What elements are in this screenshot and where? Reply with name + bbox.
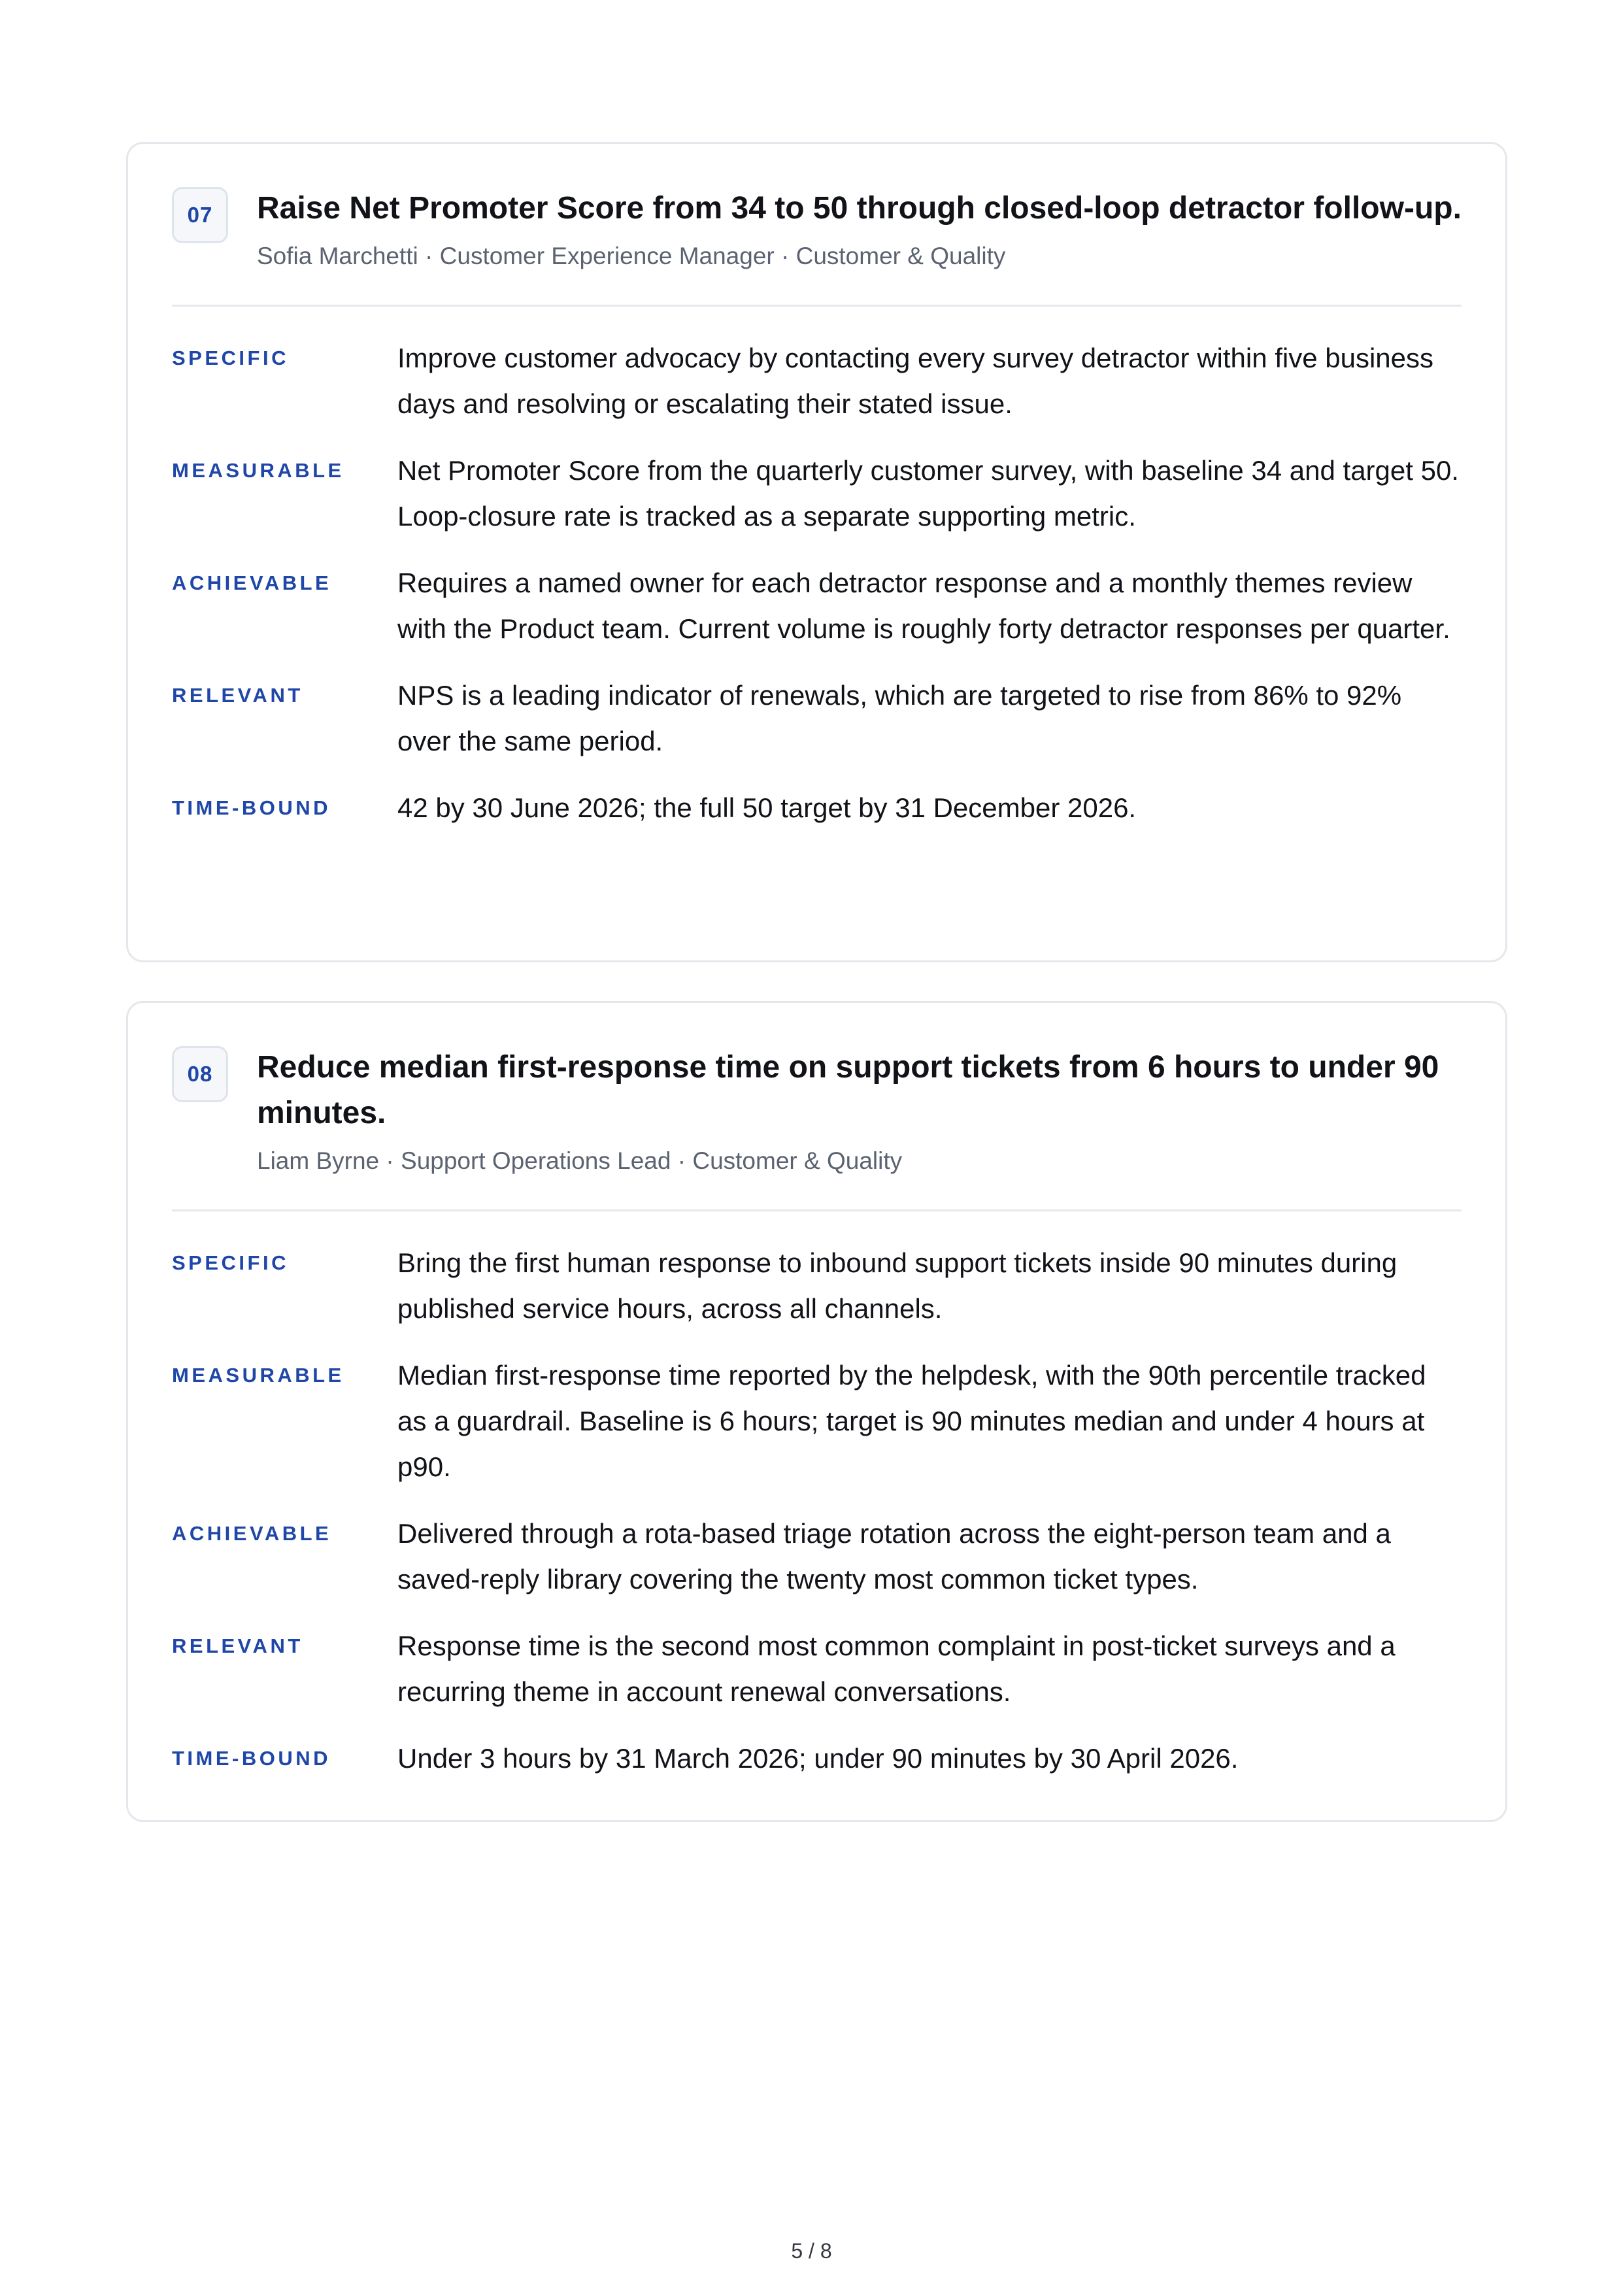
criterion-text: Bring the first human response to inbound support tickets inside 90 minutes during published service hours, across all channels.: [397, 1247, 1397, 1324]
goal-number-badge: 08: [172, 1046, 228, 1102]
criterion-label: RELEVANT: [172, 1634, 303, 1657]
criterion-text: NPS is a leading indicator of renewals, which are targeted to rise from 86% to 92% over the same period.: [397, 680, 1402, 756]
criterion-measurable: [172, 448, 1462, 539]
criterion-label: TIME-BOUND: [172, 796, 331, 819]
criterion-label: ACHIEVABLE: [172, 571, 332, 594]
goal-header: [172, 1045, 1462, 1211]
criterion-text: Net Promoter Score from the quarterly customer survey, with baseline 34 and target 50. Loop-closure rate is tracked as a separate supporting metric.: [397, 455, 1459, 532]
goal-heading: [257, 1045, 1462, 1177]
goal-number-badge: 07: [172, 187, 228, 243]
criterion-text: Improve customer advocacy by contacting every survey detractor within five business days and resolving or escalating their stated issue.: [397, 343, 1434, 419]
criterion-relevant: [172, 1623, 1462, 1715]
criterion-text: Delivered through a rota-based triage rotation across the eight-person team and a saved-reply library covering the twenty most common ticket types.: [397, 1518, 1391, 1595]
criterion-specific: [172, 1240, 1462, 1332]
criterion-label: SPECIFIC: [172, 1251, 289, 1274]
criterion-label: SPECIFIC: [172, 346, 289, 369]
criterion-achievable: [172, 560, 1462, 652]
goal-title: Reduce median first-response time on support tickets from 6 hours to under 90 minutes.: [257, 1050, 1439, 1130]
criterion-label: ACHIEVABLE: [172, 1522, 332, 1545]
smart-criteria-list: [172, 335, 1462, 831]
criterion-text: Response time is the second most common complaint in post-ticket surveys and a recurring theme in account renewal conversations.: [397, 1630, 1396, 1707]
criterion-text: Under 3 hours by 31 March 2026; under 90 minutes by 30 April 2026.: [397, 1743, 1239, 1774]
goal-title: Raise Net Promoter Score from 34 to 50 through closed-loop detractor follow-up.: [257, 191, 1462, 226]
criterion-text: Median first-response time reported by the helpdesk, with the 90th percentile tracked as a guardrail. Baseline is 6 hours; target is 90 minutes median and under 4 hours at p90.: [397, 1360, 1426, 1482]
criterion-label: RELEVANT: [172, 684, 303, 707]
goal-owner: Liam Byrne · Support Operations Lead · Customer & Quality: [257, 1147, 903, 1174]
criterion-text: Requires a named owner for each detractor response and a monthly themes review with the Product team. Current volume is roughly forty detractor responses per quarter.: [397, 567, 1450, 644]
page-number: 5 / 8: [791, 2239, 832, 2263]
criterion-label: MEASURABLE: [172, 1364, 344, 1387]
criterion-specific: [172, 335, 1462, 427]
smart-criteria-list: [172, 1240, 1462, 1781]
criterion-label: MEASURABLE: [172, 459, 344, 482]
goal-card: [126, 142, 1507, 962]
criterion-measurable: [172, 1353, 1462, 1490]
goal-heading: [257, 186, 1462, 272]
goal-header: [172, 186, 1462, 307]
criterion-time-bound: [172, 1736, 1462, 1781]
criterion-label: TIME-BOUND: [172, 1747, 331, 1770]
criterion-relevant: [172, 673, 1462, 764]
goal-owner: Sofia Marchetti · Customer Experience Manager · Customer & Quality: [257, 243, 1006, 269]
criterion-text: 42 by 30 June 2026; the full 50 target by 31 December 2026.: [397, 792, 1137, 823]
criterion-time-bound: [172, 785, 1462, 831]
goal-card: [126, 1001, 1507, 1822]
criterion-achievable: [172, 1511, 1462, 1602]
